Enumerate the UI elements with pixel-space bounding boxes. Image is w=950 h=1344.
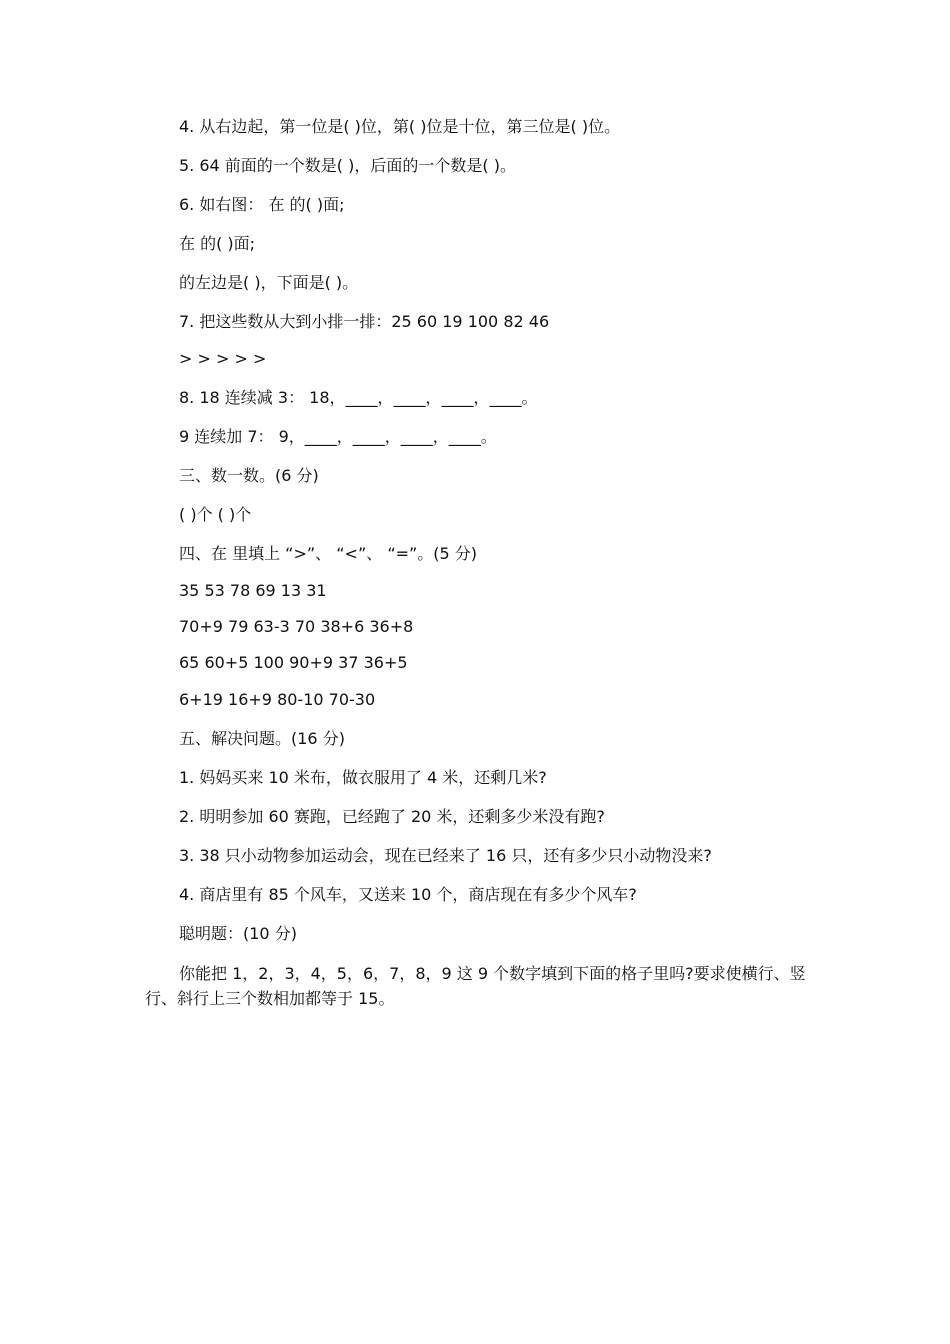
- bonus-heading: 聪明题：(10 分): [179, 924, 297, 943]
- question-8-add-sequence: 9 连续加 7： 9，____，____，____，____。: [179, 427, 497, 446]
- compare-row-2: 70+9 79 63-3 70 38+6 36+8: [179, 617, 414, 636]
- bonus-question-paragraph: 你能把 1，2，3，4，5，6，7，8，9 这 9 个数字填到下面的格子里吗?要求使横行、竖行、斜行上三个数相加都等于 15。: [145, 964, 806, 1008]
- problem-4: 4. 商店里有 85 个风车，又送来 10 个，商店现在有多少个风车?: [179, 885, 637, 904]
- question-7-symbols: > > > > >: [179, 349, 267, 368]
- compare-row-4: 6+19 16+9 80-10 70-30: [179, 690, 376, 709]
- section-5-heading: 五、解决问题。(16 分): [179, 729, 345, 748]
- question-6-position-c: 的左边是( )，下面是( )。: [179, 273, 359, 292]
- question-6-position-a: 6. 如右图： 在 的( )面;: [179, 195, 345, 214]
- problem-2: 2. 明明参加 60 赛跑，已经跑了 20 米，还剩多少米没有跑?: [179, 807, 605, 826]
- question-7-ordering: 7. 把这些数从大到小排一排：25 60 19 100 82 46: [179, 312, 550, 331]
- compare-row-3: 65 60+5 100 90+9 37 36+5: [179, 653, 408, 672]
- section-3-count-blanks: ( )个 ( )个: [179, 505, 252, 524]
- question-8-subtract-sequence: 8. 18 连续减 3： 18，____，____，____，____。: [179, 388, 538, 407]
- section-3-heading: 三、数一数。(6 分): [179, 466, 319, 485]
- question-4-place-value: 4. 从右边起，第一位是( )位，第( )位是十位，第三位是( )位。: [179, 117, 621, 136]
- problem-3: 3. 38 只小动物参加运动会，现在已经来了 16 只，还有多少只小动物没来?: [179, 846, 712, 865]
- section-4-heading: 四、在 里填上 “>”、 “<”、 “=”。(5 分): [179, 544, 478, 563]
- question-5-neighbors: 5. 64 前面的一个数是( )，后面的一个数是( )。: [179, 156, 516, 175]
- compare-row-1: 35 53 78 69 13 31: [179, 581, 327, 600]
- problem-1: 1. 妈妈买来 10 米布，做衣服用了 4 米，还剩几米?: [179, 768, 547, 787]
- question-6-position-b: 在 的( )面;: [179, 234, 256, 253]
